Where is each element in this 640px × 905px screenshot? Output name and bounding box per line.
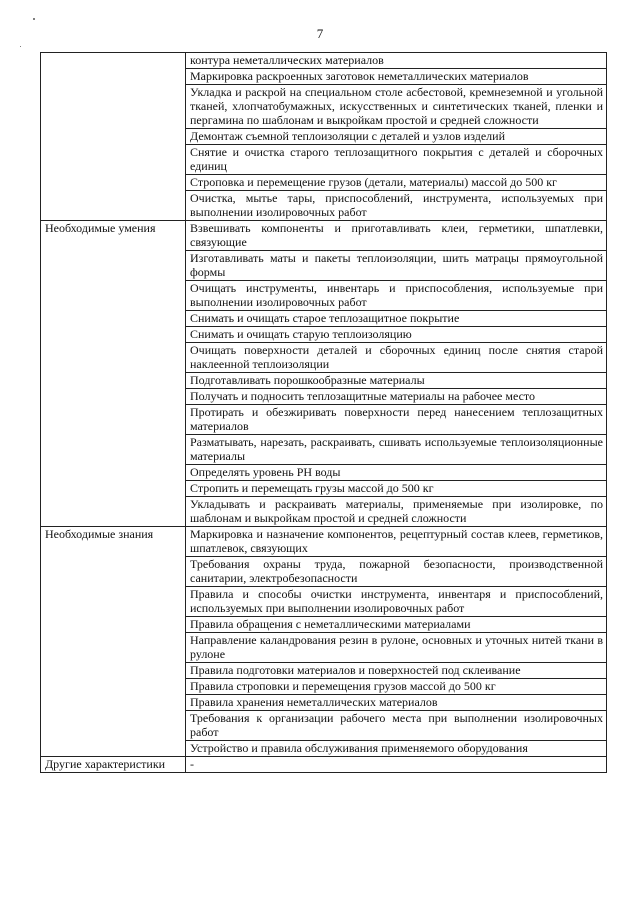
table-row xyxy=(41,527,607,557)
table-cell: Направление каландрования резин в рулоне, основных и уточных нитей ткани в рулоне xyxy=(186,633,607,663)
table-cell: Строповка и перемещение грузов (детали, материалы) массой до 500 кг xyxy=(186,175,607,191)
table-cell: контура неметаллических материалов xyxy=(186,53,607,69)
scan-speck xyxy=(33,18,35,20)
table-cell: - xyxy=(186,757,607,773)
table-cell: Маркировка и назначение компонентов, рецептурный состав клеев, герметиков, шпатлевок, связующих xyxy=(186,527,607,557)
section-label: Необходимые знания xyxy=(41,527,186,757)
table-cell: Требования к организации рабочего места при выполнении изолировочных работ xyxy=(186,711,607,741)
table-cell: Очищать инструменты, инвентарь и приспособления, используемые при выполнении изолировочных работ xyxy=(186,281,607,311)
section-label: Другие характеристики xyxy=(41,757,186,773)
page-number: 7 xyxy=(316,26,324,41)
table-cell: Правила строповки и перемещения грузов массой до 500 кг xyxy=(186,679,607,695)
table-cell: Протирать и обезжиривать поверхности перед нанесением теплозащитных материалов xyxy=(186,405,607,435)
table-cell: Определять уровень РН воды xyxy=(186,465,607,481)
table-cell: Правила и способы очистки инструмента, инвентаря и приспособлений, используемых при выполнении изолировочных работ xyxy=(186,587,607,617)
table-cell: Правила обращения с неметаллическими материалами xyxy=(186,617,607,633)
table-cell: Очищать поверхности деталей и сборочных единиц после снятия старой наклеенной теплоизоляции xyxy=(186,343,607,373)
table-cell: Очистка, мытье тары, приспособлений, инструмента, используемых при выполнении изолировочных работ xyxy=(186,191,607,221)
table-row xyxy=(41,221,607,251)
table-row xyxy=(41,757,607,773)
table-cell: Укладывать и раскраивать материалы, применяемые при изолировке, по шаблонам и выкройкам простой и средней сложности xyxy=(186,497,607,527)
section-label xyxy=(41,53,186,221)
table-cell: Получать и подносить теплозащитные материалы на рабочее место xyxy=(186,389,607,405)
section-label: Необходимые умения xyxy=(41,221,186,527)
table-cell: Маркировка раскроенных заготовок неметаллических материалов xyxy=(186,69,607,85)
table-cell: Правила хранения неметаллических материалов xyxy=(186,695,607,711)
scan-speck xyxy=(20,46,21,47)
table-cell: Требования охраны труда, пожарной безопасности, производственной санитарии, электробезопасности xyxy=(186,557,607,587)
table-cell: Правила подготовки материалов и поверхностей под склеивание xyxy=(186,663,607,679)
table-cell: Снимать и очищать старую теплоизоляцию xyxy=(186,327,607,343)
table-row xyxy=(41,53,607,69)
table-cell: Устройство и правила обслуживания применяемого оборудования xyxy=(186,741,607,757)
table-cell: Демонтаж съемной теплоизоляции с деталей и узлов изделий xyxy=(186,129,607,145)
table-cell: Снимать и очищать старое теплозащитное покрытие xyxy=(186,311,607,327)
table-cell: Разматывать, нарезать, раскраивать, сшивать используемые теплоизоляционные материалы xyxy=(186,435,607,465)
table-cell: Подготавливать порошкообразные материалы xyxy=(186,373,607,389)
table-cell: Снятие и очистка старого теплозащитного покрытия с деталей и сборочных единиц xyxy=(186,145,607,175)
table-cell: Взвешивать компоненты и приготавливать клеи, герметики, шпатлевки, связующие xyxy=(186,221,607,251)
table-cell: Изготавливать маты и пакеты теплоизоляции, шить матрацы прямоугольной формы xyxy=(186,251,607,281)
requirements-table xyxy=(40,52,607,773)
table-cell: Стропить и перемещать грузы массой до 500 кг xyxy=(186,481,607,497)
table-cell: Укладка и раскрой на специальном столе асбестовой, кремнеземной и угольной тканей, хлопчатобумажных, искусственных и синтетических тканей, пленки и пергамина по шаблонам и выкройкам простой и средней сложности xyxy=(186,85,607,129)
